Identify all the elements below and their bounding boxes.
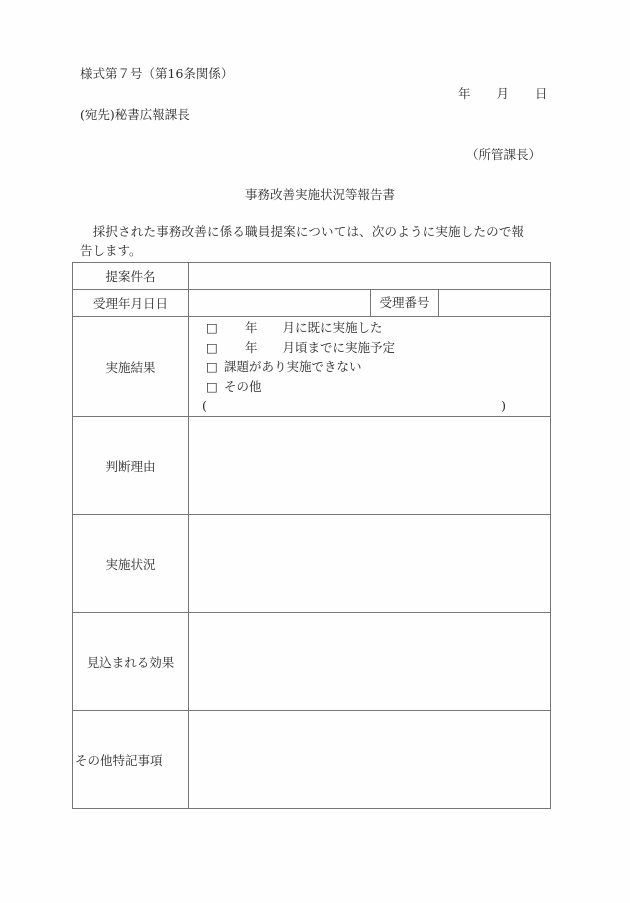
paren-close: ) (501, 398, 506, 413)
receipt-cell (189, 290, 551, 317)
receipt-number-field[interactable] (439, 290, 550, 316)
document-title: 事務改善実施状況等報告書 (244, 187, 395, 202)
date-month-label: 月 (496, 86, 510, 101)
intro-text-line-1: 採択された事務改善に係る職員提案については、次のように実施したので報 (80, 224, 525, 239)
checkbox-icon[interactable]: □ (206, 359, 218, 374)
row-reason (73, 417, 551, 515)
paren-open: ( (202, 398, 207, 413)
report-table (72, 262, 551, 809)
result-options-cell (189, 317, 551, 417)
checkbox-icon[interactable]: □ (206, 378, 218, 394)
result-option-planned[interactable]: □ 年 月頃までに実施予定 (206, 338, 550, 358)
proposal-name-label: 提案件名 (73, 263, 189, 290)
date-year-label: 年 (458, 86, 471, 101)
status-label: 実施状況 (73, 515, 189, 613)
row-status (73, 515, 551, 613)
effect-label: 見込まれる効果 (73, 613, 189, 711)
reason-label: 判断理由 (73, 417, 189, 515)
form-number: 様式第７号（第16条関係） (80, 66, 234, 81)
receipt-number-label: 受理番号 (371, 290, 439, 316)
row-receipt (73, 290, 551, 317)
other-details-field[interactable] (202, 396, 550, 415)
date-day-label: 日 (535, 86, 548, 101)
status-field[interactable] (189, 515, 551, 613)
checkbox-icon[interactable]: □ (206, 339, 218, 355)
intro-text-line-2: 告します。 (80, 243, 142, 258)
notes-field[interactable] (189, 711, 551, 809)
result-label: 実施結果 (73, 317, 189, 417)
receipt-date-label: 受理年月日日 (73, 290, 189, 317)
notes-label: その他特記事項 (73, 711, 189, 809)
reason-field[interactable] (189, 417, 551, 515)
checkbox-icon[interactable]: □ (206, 320, 218, 335)
result-option-not-possible[interactable]: □ 課題があり実施できない (206, 357, 550, 377)
effect-field[interactable] (189, 613, 551, 711)
row-effect (73, 613, 551, 711)
row-result (73, 317, 551, 417)
addressee: (宛先)秘書広報課長 (80, 107, 190, 122)
result-option-implemented[interactable]: □ 年 月に既に実施した (206, 318, 550, 338)
proposal-name-field[interactable] (189, 263, 551, 290)
receipt-date-field[interactable] (189, 290, 371, 316)
row-notes (73, 711, 551, 809)
sender-title: （所管課長） (466, 147, 542, 162)
row-proposal-name (73, 263, 551, 290)
date-line (458, 84, 548, 102)
result-option-other[interactable]: □ その他 (206, 377, 550, 397)
